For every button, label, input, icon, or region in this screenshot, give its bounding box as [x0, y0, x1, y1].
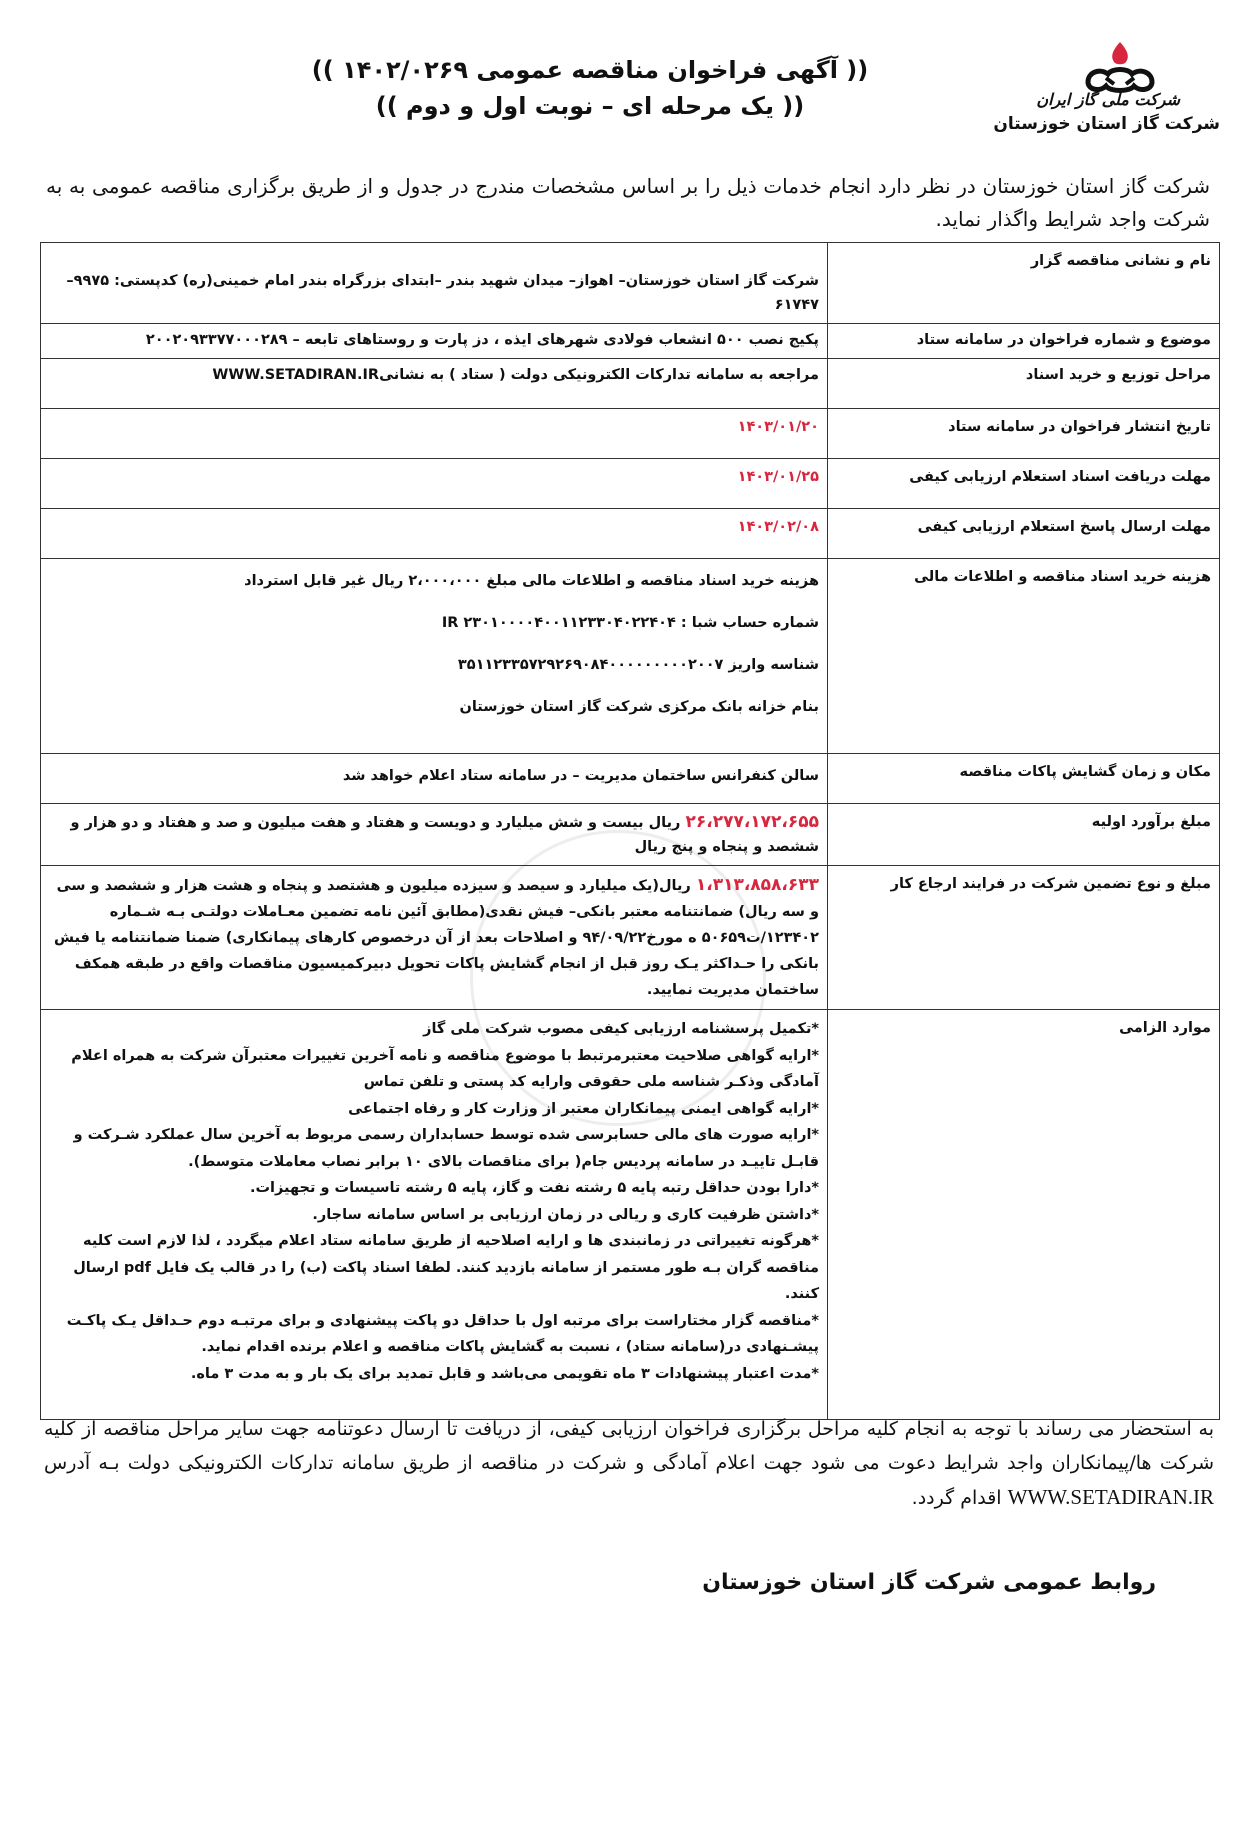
publish-date: ۱۴۰۳/۰۱/۲۰: [41, 409, 828, 459]
treasury-line: بنام خزانه بانک مرکزی شرکت گاز استان خوزستان: [459, 699, 819, 715]
row-value: سالن کنفرانس ساختمان مدیریت – در سامانه ستاد اعلام خواهد شد: [41, 754, 828, 804]
table-row: [41, 359, 1220, 409]
requirement-item: *مدت اعتبار پیشنهادات ۳ ماه تقویمی می‌باشد و قابل تمدید برای یک بار و به مدت ۳ ماه.: [190, 1365, 819, 1382]
row-value: [41, 804, 828, 866]
table-row: [41, 559, 1220, 754]
row-label: مهلت ارسال پاسخ استعلام ارزیابی کیفی: [828, 509, 1220, 559]
row-label: موارد الزامی: [828, 1010, 1220, 1420]
table-row: [41, 459, 1220, 509]
logo-brand-text: شرکت ملی گاز ایران: [1036, 90, 1180, 109]
estimate-amount-words: ریال بیست و شش میلیارد و دویست و هفتاد و هفت میلیون و صد و هفتاد و دو هزار و ششصد و پنجاه و پنج ریال: [70, 815, 819, 855]
guarantee-details: ریال(یک میلیارد و سیصد و سیزده میلیون و هشتصد و پنجاه و هشت هزار و ششصد و سی و سه ریال) ضمانتنامه معتبر بانکی– فیش نقدی(مطابق آئین نامه تضمین معـاملات دولتـی بـه شـماره ۱۲۳۴۰۲/ت۵۰۶۵۹ ه مورخ۹۴/۰۹/۲۲ و اصلاحات بعد از آن درخصوص کارهای پیمانکاری) ضمنا ضمانتنامه یا فیش بانکی را حـداکثر یـک روز قبل از انجام گشایش پاکات تحویل دبیرکمیسیون مناقصات واقع در طبقه همکف ساختمان مدیریت نمایید.: [53, 878, 819, 998]
table-row: [41, 324, 1220, 359]
fee-line: هزینه خرید اسناد مناقصه و اطلاعات مالی مبلغ ۲،۰۰۰،۰۰۰ ریال غیر قابل استرداد: [244, 573, 819, 589]
receive-deadline-date: ۱۴۰۳/۰۱/۲۵: [41, 459, 828, 509]
setadiran-link-footer[interactable]: WWW.SETADIRAN.IR: [1007, 1485, 1214, 1509]
notice-title: [280, 52, 900, 124]
requirement-item: *ارایه گواهی ایمنی پیمانکاران معتبر از وزارت کار و رفاه اجتماعی: [348, 1100, 819, 1117]
table-row: [41, 754, 1220, 804]
row-value: شرکت گاز استان خوزستان– اهواز– میدان شهید بندر –ابتدای بزرگراه بندر امام خمینی(ره) کدپستی: ۹۹۷۵– ۶۱۷۴۷: [41, 243, 828, 324]
iban-line: شماره حساب شبا : IR ۲۳۰۱۰۰۰۰۴۰۰۱۱۲۳۳۰۴۰۲۲۴۰۴: [441, 615, 819, 631]
requirement-item: *ارایه گواهی صلاحیت معتبرمرتبط با موضوع مناقصه و نامه آخرین تغییرات معتبرآن شرکت به همراه اعلام آمادگی وذکـر شناسه ملی حقوقی وارایه کد پستی و تلفن تماس: [71, 1047, 819, 1090]
row-value: پکیج نصب ۵۰۰ انشعاب فولادی شهرهای ایذه ، دز پارت و روستاهای تابعه – ۲۰۰۲۰۹۳۳۷۷۰۰۰۲۸۹: [41, 324, 828, 359]
table-row: [41, 243, 1220, 324]
closing-tail: اقدام گردد.: [911, 1487, 1002, 1509]
requirements-list: [41, 1010, 828, 1420]
row-value: [41, 359, 828, 409]
company-name: شرکت گاز استان خوزستان: [993, 114, 1220, 134]
row-label: مهلت دریافت اسناد استعلام ارزیابی کیفی: [828, 459, 1220, 509]
table-row: [41, 866, 1220, 1010]
requirement-item: *دارا بودن حداقل رتبه پایه ۵ رشته نفت و گاز، پایه ۵ رشته تاسیسات و تجهیزات.: [249, 1180, 819, 1196]
tender-details-table: [40, 242, 1220, 1420]
row-label: تاریخ انتشار فراخوان در سامانه ستاد: [828, 409, 1220, 459]
estimate-amount: ۲۶،۲۷۷،۱۷۲،۶۵۵: [685, 812, 819, 832]
guarantee-amount: ۱،۳۱۳،۸۵۸،۶۳۳: [695, 875, 819, 895]
row-label: مبلغ و نوع تضمین شرکت در فرایند ارجاع کار: [828, 866, 1220, 1010]
requirement-item: *مناقصه گزار مختاراست برای مرتبه اول با حداقل دو پاکت پیشنهادی و برای مرتبـه دوم حـداقل یـک پاکـت پیشـنهادی در(سامانه ستاد) ، نسبت به گشایش پاکات مناقصه و اعلام برنده اقدام نماید.: [66, 1312, 819, 1355]
company-logo: [993, 30, 1220, 145]
row-label: مبلغ برآورد اولیه: [828, 804, 1220, 866]
intro-paragraph: شرکت گاز استان خوزستان در نظر دارد انجام خدمات ذیل را بر اساس مشخصات مندرج در جدول و از طریق برگزاری مناقصه عمومی به به شرکت واجد شرایط واگذار نماید.: [46, 174, 1210, 231]
requirement-item: *ارایه صورت های مالی حسابرسی شده توسط حسابداران رسمی مربوط به آخرین سال عملکرد شـرکت و قابـل تاییـد در سامانه پردیس جام( برای مناقصات بالای ۱۰ برابر نصاب معاملات متوسط).: [73, 1127, 819, 1170]
closing-paragraph: [44, 1412, 1214, 1515]
table-row: [41, 1010, 1220, 1420]
requirement-item: *هرگونه تغییراتی در زمانبندی ها و ارایه اصلاحیه از طریق سامانه ستاد اعلام میگردد ، لذا لازم است کلیه مناقصه گران بـه طور مستمر از سامانه بازدید کنند. لطفا اسناد پاکت (ب) را در قالب یک فایل pdf ارسال کنند.: [73, 1233, 819, 1302]
setadiran-link[interactable]: WWW.SETADIRAN.IR: [212, 367, 380, 383]
row-label: مکان و زمان گشایش پاکات مناقصه: [828, 754, 1220, 804]
closing-text: به استحضار می رساند با توجه به انجام کلیه مراحل برگزاری فراخوان ارزیابی کیفی، از دریافت تا ارسال دعوتنامه جهت سایر مراحل مناقصه از کلیه شرکت ها/پیمانکاران واجد شرایط دعوت می شود جهت اعلام آمادگی و شرکت در مناقصه از طریق سامانه تدارکات الکترونیکی دولت بـه آدرس: [44, 1418, 1214, 1474]
row-label: نام و نشانی مناقصه گزار: [828, 243, 1220, 324]
signature: روابط عمومی شرکت گاز استان خوزستان: [702, 1570, 1156, 1595]
payment-id-line: شناسه واریز ۳۵۱۱۲۳۳۵۷۲۹۲۶۹۰۸۴۰۰۰۰۰۰۰۰۰۲۰۰۷: [457, 657, 819, 673]
table-row: [41, 804, 1220, 866]
header: [40, 30, 1220, 145]
requirement-item: *تکمیل پرسشنامه ارزیابی کیفی مصوب شرکت ملی گاز: [423, 1021, 819, 1037]
title-line-2: (( یک مرحله ای – نوبت اول و دوم )): [375, 92, 805, 120]
row-value-text: مراجعه به سامانه تدارکات الکترونیکی دولت ( ستاد ) به نشانی: [379, 367, 819, 383]
row-label: موضوع و شماره فراخوان در سامانه ستاد: [828, 324, 1220, 359]
row-label: مراحل توزیع و خرید اسناد: [828, 359, 1220, 409]
table-row: [41, 509, 1220, 559]
table-row: [41, 409, 1220, 459]
requirement-item: *داشتن ظرفیت کاری و ریالی در زمان ارزیابی بر اساس سامانه ساجار.: [312, 1206, 819, 1223]
row-value: [41, 559, 828, 754]
row-label: هزینه خرید اسناد مناقصه و اطلاعات مالی: [828, 559, 1220, 754]
row-value: [41, 866, 828, 1010]
submit-deadline-date: ۱۴۰۳/۰۲/۰۸: [41, 509, 828, 559]
title-line-1: (( آگهی فراخوان مناقصه عمومی ۱۴۰۲/۰۲۶۹ )): [311, 56, 869, 84]
